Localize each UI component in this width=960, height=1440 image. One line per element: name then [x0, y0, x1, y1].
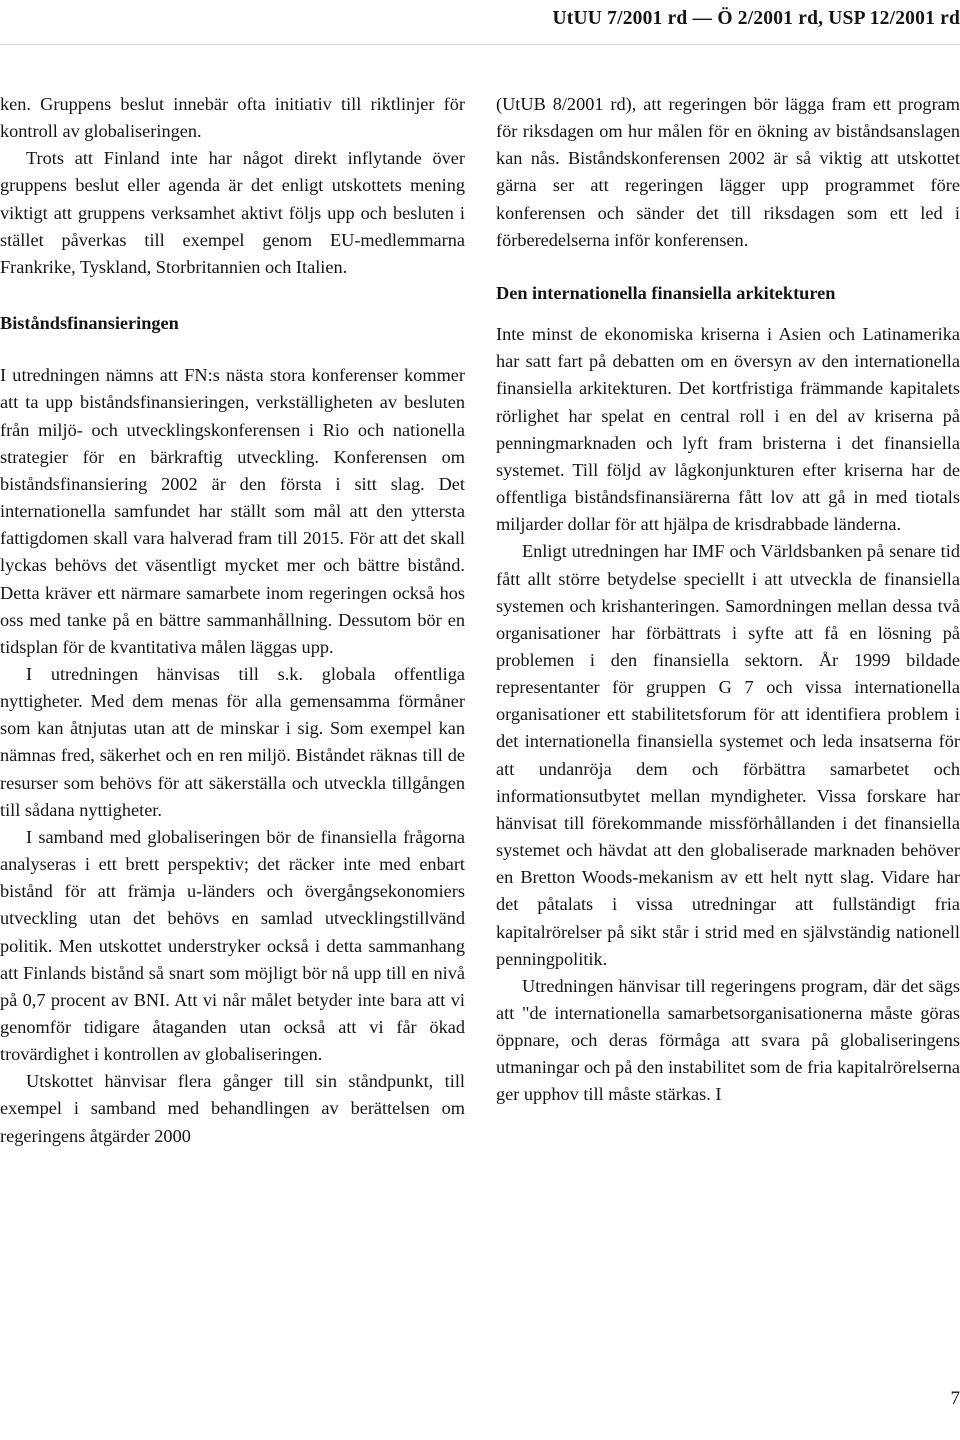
section-heading: Biståndsfinansieringen: [0, 313, 179, 334]
paragraph: Utskottet hänvisar flera gånger till sin ståndpunkt, till exempel i samband med behandlingen av berättelsen om regeringens åtgärder 2000: [0, 1071, 465, 1146]
paragraph: I utredningen nämns att FN:s nästa stora konferenser kommer att ta upp biståndsfinansieringen, verkställigheten av besluten från miljö- och utvecklingskonferensen i Rio och nationella strategier för en bärkraftig utveckling. Konferensen om biståndsfinansiering 2002 är den första i sitt slag. Det internationella samfundet har ställt som mål att den yttersta fattigdomen skall vara halverad fram till 2015. För att det skall lyckas behövs det väsentligt mycket mer och bättre bistånd. Detta kräver ett närmare samarbete inom regeringen också hos oss med tanke på en bättre sammanhållning. Dessutom bör en tidsplan för de kvantitativa målen läggas upp.: [0, 365, 465, 657]
paragraph: I samband med globaliseringen bör de finansiella frågorna analyseras i ett brett perspektiv; det räcker inte med enbart bistånd för att främja u-länders och övergångsekonomiers utveckling utan det behövs en samlad utvecklingstillvänd politik. Men utskottet understryker också i detta sammanhang att Finlands bistånd så snart som möjligt bör nå upp till en nivå på 0,7 procent av BNI. Att vi når målet betyder inte bara att vi genomför tidigare åtaganden utan också att vi får ökad trovärdighet i kontrollen av globaliseringen.: [0, 826, 465, 1065]
paragraph: Trots att Finland inte har något direkt inflytande över gruppens beslut eller agenda är det enligt utskottets mening viktigt att gruppens verksamhet aktivt följs upp och besluten i stället påverkas till exempel genom EU-medlemmarna Frankrike, Tyskland, Storbritannien och Italien.: [0, 148, 465, 277]
paragraph: (UtUB 8/2001 rd), att regeringen bör lägga fram ett program för riksdagen om hur målen för en ökning av biståndsanslagen kan nås. Biståndskonferensen 2002 är så viktig att utskottet gärna ser att regeringen lägger upp programmet före konferensen och sänder det till riksdagen som ett led i förberedelserna inför konferensen.: [496, 94, 960, 250]
paragraph: I utredningen hänvisas till s.k. globala offentliga nyttigheter. Med dem menas för alla gemensamma förmåner som kan åtnjutas utan att de minskar i sig. Som exempel kan nämnas fred, säkerhet och en ren miljö. Biståndet räknas till de resurser som behövs för att säkerställa och utveckla tillgången till sådana nyttigheter.: [0, 663, 465, 820]
paragraph: Enligt utredningen har IMF och Världsbanken på senare tid fått allt större betydelse speciellt i att utveckla de finansiella systemen och krishanteringen. Samordningen mellan dessa två organisationer har förbättrats i syfte att få en lösning på problemen i den finansiella sektorn. År 1999 bildade representanter för gruppen G 7 och vissa internationella organisationer ett stabilitetsforum för att identifiera problem i det internationella finansiella systemet och leda insatserna för att undanröja dem och förbättra samarbetet och informationsutbytet mellan myndigheter. Vissa forskare har hänvisat till förekommande missförhållanden i det finansiella systemet och hävdat att den globaliserade marknaden behöver en Bretton Woods-mekanism av ett helt nytt slag. Vidare har det påtalats i vissa utredningar att fullständigt fria kapitalrörelser på sikt står i strid med en självständig nationell penningpolitik.: [496, 541, 960, 969]
paragraph: ken. Gruppens beslut innebär ofta initiativ till riktlinjer för kontroll av globaliseringen.: [0, 94, 465, 142]
section-heading: Den internationella finansiella arkitekturen: [496, 282, 836, 303]
right-column: [496, 91, 960, 1109]
paragraph: Utredningen hänvisar till regeringens program, där det sägs att "de internationella samarbetsorganisationerna måste göras öppnare, och deras förmåga att svara på globaliseringens utmaningar och på den instabilitet som de fria kapitalrörelserna ger upphov till måste stärkas. I: [496, 975, 960, 1105]
running-header: UtUU 7/2001 rd — Ö 2/2001 rd, USP 12/2001 rd: [552, 8, 960, 29]
left-column: [0, 91, 465, 1150]
header-divider: [0, 44, 960, 45]
page-number: 7: [950, 1388, 960, 1409]
paragraph: Inte minst de ekonomiska kriserna i Asien och Latinamerika har satt fart på debatten om en översyn av den internationella finansiella arkitekturen. Det kortfristiga främmande kapitalets rörlighet har spelat en central roll i en del av kriserna på penningmarknaden och lyft fram bristerna i det finansiella systemet. Till följd av lågkonjunkturen efter kriserna har de offentliga biståndsfinansiärerna fått lov att gå in med tiotals miljarder dollar för att hjälpa de krisdrabbade länderna.: [496, 324, 960, 535]
